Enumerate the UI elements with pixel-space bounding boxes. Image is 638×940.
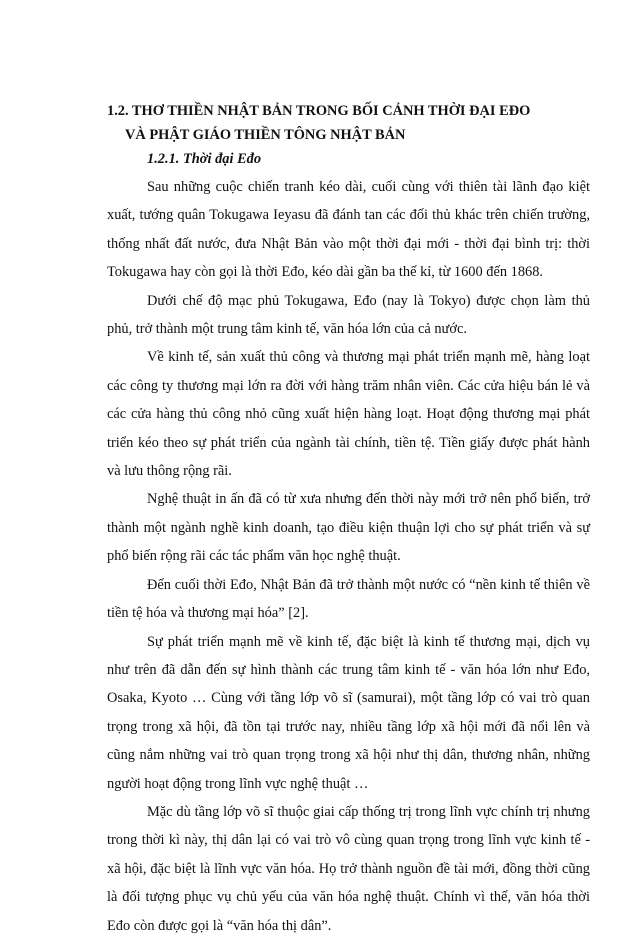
paragraph-4: Nghệ thuật in ấn đã có từ xưa nhưng đến thời này mới trở nên phổ biến, trở thành một ngành nghề kinh doanh, tạo điều kiện thuận lợi cho sự phát triển và sự phổ biến rộng rãi các tác phẩm văn học nghệ thuật. [107, 491, 590, 565]
paragraph-6: Sự phát triển mạnh mẽ về kinh tế, đặc biệt là kinh tế thương mại, dịch vụ như trên đã dẫn đến sự hình thành các trung tâm kinh tế - văn hóa lớn như Eđo, Osaka, Kyoto … Cùng với tầng lớp võ sĩ (samurai), một tầng lớp có vai trò quan trọng trong xã hội, đã tồn tại trước nay, nhiều tầng lớp xã hội mới đã nổi lên và cũng nắm những vai trò quan trọng trong xã hội như thị dân, thương nhân, những người hoạt động trong lĩnh vực nghệ thuật … [107, 633, 590, 792]
paragraph-5: Đến cuối thời Eđo, Nhật Bản đã trở thành một nước có “nền kinh tế thiên về tiền tệ hóa và thương mại hóa” [2]. [107, 576, 590, 622]
subsection-heading: 1.2.1. Thời đại Eđo [147, 151, 262, 167]
paragraph-7: Mặc dù tầng lớp võ sĩ thuộc giai cấp thống trị trong lĩnh vực chính trị nhưng trong thời kì này, thị dân lại có vai trò vô cùng quan trọng trong lĩnh vực kinh tế - xã hội, đặc biệt là lĩnh vực văn hóa. Họ trở thành nguồn đề tài mới, đồng thời cũng là đối tượng phục vụ chủ yếu của văn hóa nghệ thuật. Chính vì thế, văn hóa thời Eđo còn được gọi là “văn hóa thị dân”. [107, 803, 590, 934]
paragraph-2: Dưới chế độ mạc phủ Tokugawa, Eđo (nay là Tokyo) được chọn làm thủ phủ, trở thành một trung tâm kinh tế, văn hóa lớn của cả nước. [107, 292, 590, 338]
document-page [107, 99, 590, 940]
section-heading-line-1: 1.2. THƠ THIỀN NHẬT BẢN TRONG BỐI CẢNH THỜI ĐẠI EĐO [107, 103, 531, 119]
paragraph-1: Sau những cuộc chiến tranh kéo dài, cuối cùng với thiên tài lãnh đạo kiệt xuất, tướng quân Tokugawa Ieyasu đã đánh tan các đối thủ khác trên chiến trường, thống nhất đất nước, đưa Nhật Bản vào một thời đại mới - thời đại bình trị: thời Tokugawa hay còn gọi là thời Eđo, kéo dài gần ba thế kỉ, từ 1600 đến 1868. [107, 179, 590, 281]
paragraph-3: Về kinh tế, sản xuất thủ công và thương mại phát triển mạnh mẽ, hàng loạt các công ty thương mại lớn ra đời với hàng trăm nhân viên. Các cửa hiệu bán lẻ và các cửa hàng thủ công nhỏ cũng xuất hiện hàng loạt. Hoạt động thương mại phát triển kéo theo sự phát triển của ngành tài chính, tiền tệ. Tiền giấy được phát hành và lưu thông rộng rãi. [107, 349, 590, 480]
section-heading-line-2: VÀ PHẬT GIÁO THIỀN TÔNG NHẬT BẢN [125, 127, 406, 143]
